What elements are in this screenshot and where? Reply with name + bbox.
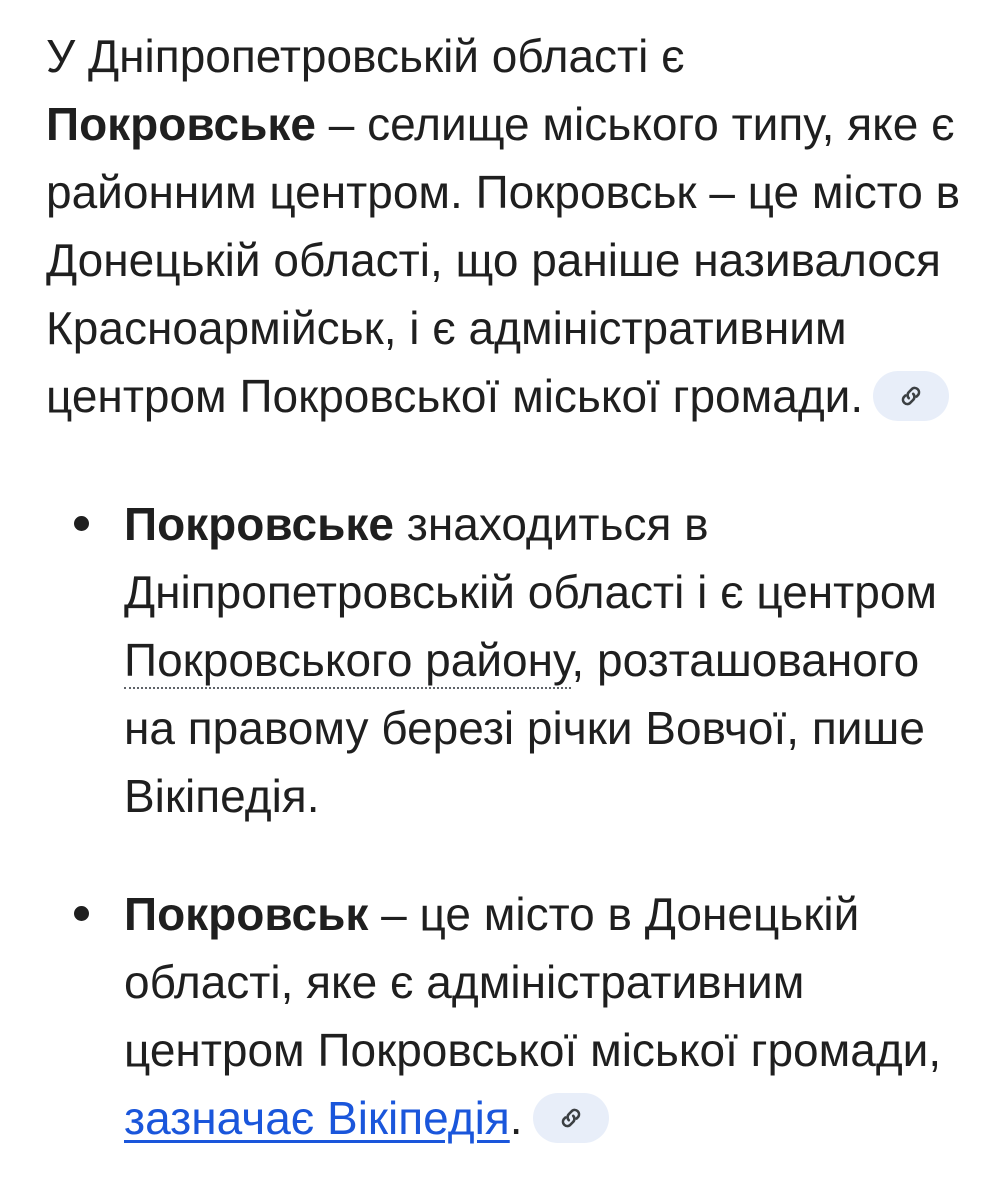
bullet-text: знаходиться в Дніпропетровській області і є центром (124, 498, 938, 618)
link-icon (898, 383, 924, 409)
intro-paragraph (46, 22, 966, 430)
intro-text-rest: – селище міського типу, яке є районним центром. Покровськ – це місто в Донецькій області, що раніше називалося Красноармійськ, і є адміністративним центром Покровської міської громади. (46, 98, 961, 422)
bullet-dot (74, 906, 89, 921)
facts-list (46, 490, 966, 1152)
bullet-text-end: . (509, 1092, 523, 1144)
source-link-chip[interactable] (533, 1093, 609, 1143)
bullet-bold-term: Покровське (124, 498, 394, 550)
answer-content (46, 22, 966, 1202)
bullet-dot (74, 516, 89, 531)
source-link-chip[interactable] (873, 371, 949, 421)
link-icon (558, 1105, 584, 1131)
bullet-text-end: , розташованого на правому березі річки Вовчої, пише Вікіпедія. (124, 634, 925, 822)
bullet-bold-term: Покровськ (124, 888, 369, 940)
intro-bold-term: Покровське (46, 98, 316, 150)
list-item (46, 490, 966, 830)
wikipedia-link[interactable]: зазначає Вікіпедія (124, 1092, 510, 1144)
bullet-text: – це місто в Донецькій області, яке є адміністративним центром Покровської міської громади, (124, 888, 942, 1076)
district-link[interactable]: Покровського району (124, 634, 571, 689)
list-item (46, 880, 966, 1152)
intro-text-start: У Дніпропетровській області є (46, 30, 685, 82)
